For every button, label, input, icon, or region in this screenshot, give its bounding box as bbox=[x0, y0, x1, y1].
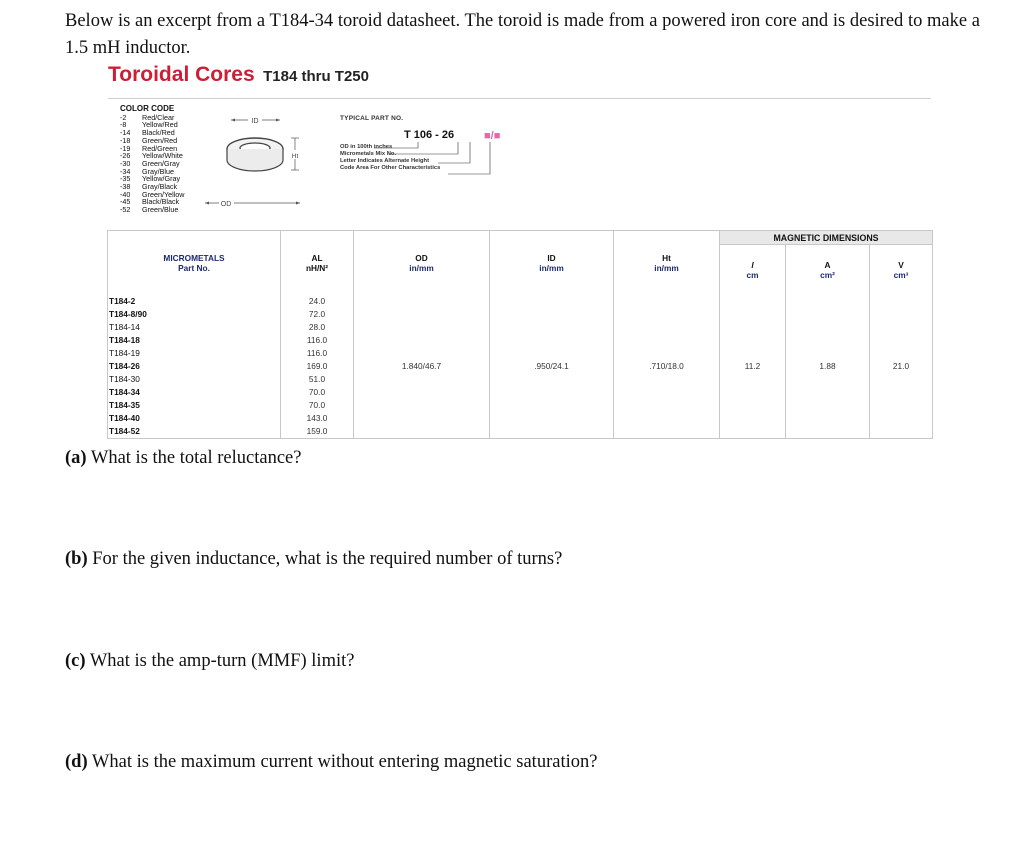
part-no-cell: T184-52 bbox=[108, 425, 281, 439]
part-no-cell: T184-40 bbox=[108, 412, 281, 425]
part-no-cell: T184-18 bbox=[108, 334, 281, 347]
al-cell: 70.0 bbox=[281, 386, 354, 399]
header-part-no: MICROMETALS Part No. bbox=[108, 231, 281, 296]
note-code-area: Code Area For Other Characteristics bbox=[340, 165, 441, 171]
color-code-item: -26 Yellow/White bbox=[120, 151, 183, 161]
al-cell: 72.0 bbox=[281, 308, 354, 321]
al-cell: 116.0 bbox=[281, 334, 354, 347]
datasheet-title-main: Toroidal Cores bbox=[108, 63, 255, 86]
question-b bbox=[65, 549, 562, 570]
question-d-text: What is the maximum current without entering magnetic saturation? bbox=[91, 752, 598, 772]
header-ht: Ht in/mm bbox=[614, 231, 720, 296]
question-b-label: (b) bbox=[65, 549, 88, 569]
volume-value: 21.0 bbox=[870, 295, 933, 439]
color-code-title: COLOR CODE bbox=[120, 104, 175, 113]
color-code-item: -19 Red/Green bbox=[120, 143, 178, 153]
header-od: OD in/mm bbox=[354, 231, 490, 296]
toroid-body bbox=[227, 149, 283, 171]
question-d-label: (d) bbox=[65, 752, 88, 772]
color-code-item: -30 Green/Gray bbox=[120, 158, 180, 168]
od-arrow-right bbox=[296, 202, 300, 205]
question-c bbox=[65, 651, 354, 672]
path-length-value: 11.2 bbox=[720, 295, 786, 439]
color-code-item: -35 Yellow/Gray bbox=[120, 174, 181, 184]
table-row bbox=[108, 295, 933, 308]
al-cell: 24.0 bbox=[281, 295, 354, 308]
question-c-text: What is the amp-turn (MMF) limit? bbox=[89, 651, 355, 671]
al-cell: 159.0 bbox=[281, 425, 354, 439]
al-cell: 116.0 bbox=[281, 347, 354, 360]
question-b-text: For the given inductance, what is the required number of turns? bbox=[92, 549, 563, 569]
part-no-cell: T184-8/90 bbox=[108, 308, 281, 321]
id-value: .950/24.1 bbox=[490, 295, 614, 439]
od-label: OD bbox=[220, 201, 232, 208]
datasheet-title bbox=[108, 63, 369, 87]
part-no-cell: T184-30 bbox=[108, 373, 281, 386]
note-mix: Micrometals Mix No. bbox=[340, 151, 397, 157]
question-a bbox=[65, 448, 301, 469]
al-cell: 70.0 bbox=[281, 399, 354, 412]
od-arrow-left bbox=[205, 202, 209, 205]
problem-intro: Below is an excerpt from a T184-34 toroid datasheet. The toroid is made from a powered iron core and is desired to make a 1.5 mH inductor. bbox=[65, 11, 980, 58]
part-no-cell: T184-14 bbox=[108, 321, 281, 334]
area-value: 1.88 bbox=[786, 295, 870, 439]
typical-part-number bbox=[338, 112, 538, 192]
color-code-item: -40 Green/Yellow bbox=[120, 189, 185, 199]
note-od: OD in 100th inches bbox=[340, 144, 393, 150]
question-c-label: (c) bbox=[65, 651, 86, 671]
id-arrow-right bbox=[276, 119, 280, 122]
color-code-list bbox=[120, 105, 185, 214]
color-code-item: -8 Yellow/Red bbox=[120, 120, 178, 130]
question-d bbox=[65, 752, 597, 773]
header-al: AL nH/N² bbox=[281, 231, 354, 296]
typical-part-label: TYPICAL PART NO. bbox=[340, 115, 404, 122]
id-arrow-left bbox=[231, 119, 235, 122]
ht-value: .710/18.0 bbox=[614, 295, 720, 439]
color-code-item: -14 Black/Red bbox=[120, 128, 175, 138]
note-height: Letter Indicates Alternate Height bbox=[340, 158, 430, 164]
id-label: ID bbox=[251, 118, 259, 125]
header-rule bbox=[108, 98, 931, 99]
color-code-item: -34 Gray/Blue bbox=[120, 166, 174, 176]
al-cell: 51.0 bbox=[281, 373, 354, 386]
color-code-item: -38 Gray/Black bbox=[120, 182, 178, 192]
header-magnetic-dimensions: MAGNETIC DIMENSIONS bbox=[720, 231, 933, 245]
question-a-text: What is the total reluctance? bbox=[90, 448, 302, 468]
color-code-item: -2 Red/Clear bbox=[120, 112, 175, 122]
ht-label: Ht bbox=[291, 153, 299, 160]
datasheet-title-range: T184 thru T250 bbox=[263, 68, 369, 85]
part-no-cell: T184-2 bbox=[108, 295, 281, 308]
al-cell: 143.0 bbox=[281, 412, 354, 425]
toroid-drawing bbox=[205, 112, 325, 212]
color-swatch-icon: ■/■ bbox=[484, 130, 501, 142]
header-id: ID in/mm bbox=[490, 231, 614, 296]
header-volume: V cm³ bbox=[870, 245, 933, 296]
part-no-cell: T184-35 bbox=[108, 399, 281, 412]
header-area: A cm² bbox=[786, 245, 870, 296]
part-no-cell: T184-26 bbox=[108, 360, 281, 373]
header-path-length: l cm bbox=[720, 245, 786, 296]
spec-table bbox=[107, 230, 933, 439]
part-number-example: T 106 - 26 bbox=[404, 129, 455, 141]
color-code-item: -18 Green/Red bbox=[120, 135, 178, 145]
od-value: 1.840/46.7 bbox=[354, 295, 490, 439]
color-code-item: -52 Green/Blue bbox=[120, 205, 179, 215]
color-code-item: -45 Black/Black bbox=[120, 197, 180, 207]
al-cell: 169.0 bbox=[281, 360, 354, 373]
al-cell: 28.0 bbox=[281, 321, 354, 334]
part-no-cell: T184-34 bbox=[108, 386, 281, 399]
question-a-label: (a) bbox=[65, 448, 87, 468]
part-no-cell: T184-19 bbox=[108, 347, 281, 360]
